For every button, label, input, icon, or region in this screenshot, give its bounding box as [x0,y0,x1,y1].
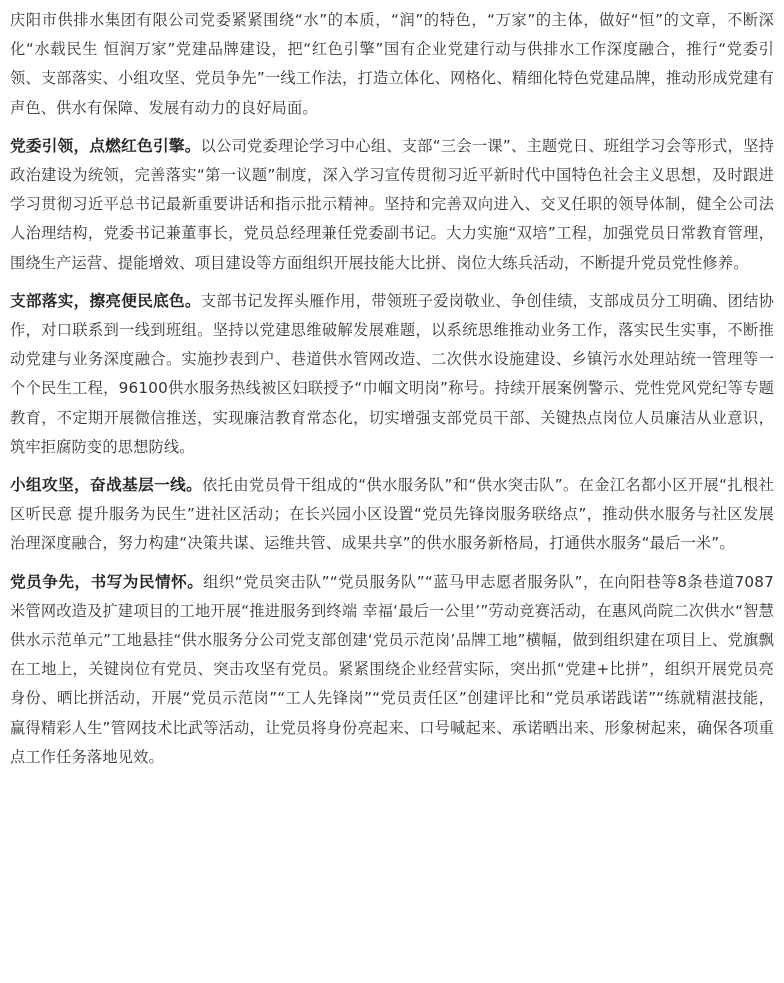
section-party-committee [10,131,774,278]
section-body: 组织“党员突击队”“党员服务队”“蓝马甲志愿者服务队”，在向阳巷等8条巷道7087米管网改造及扩建项目的工地开展“推进服务到终端 幸福‘最后一公里’”劳动竞赛活动，在惠风尚院二次供水“智慧供水示范单元”工地悬挂“供水服务分公司党支部创建‘党员示范岗’品牌工地”横幅，做到组织建在项目上、党旗飘在工地上，关键岗位有党员、突击攻坚有党员。紧紧围绕企业经营实际，突出抓“党建+比拼”，组织开展党员亮身份、晒比拼活动，开展“党员示范岗”“工人先锋岗”“党员责任区”创建评比和“党员承诺践诺”“练就精湛技能，赢得精彩人生”管网技术比武等活动，让党员将身份亮起来、口号喊起来、承诺晒出来、形象树起来，确保各项重点工作任务落地见效。 [10,572,774,766]
section-lead: 小组攻坚，奋战基层一线。 [10,475,203,495]
intro-paragraph: 庆阳市供排水集团有限公司党委紧紧围绕“水”的本质，“润”的特色，“万家”的主体，做好“恒”的文章，不断深化“水载民生 恒润万家”党建品牌建设，把“红色引擎”国有企业党建行动与供排水工作深度融合，推行“党委引领、支部落实、小组攻坚、党员争先”一线工作法，打造立体化、网格化、精细化特色党建品牌，推动形成党建有声色、供水有保障、发展有动力的良好局面。 [10,11,774,117]
section-body: 依托由党员骨干组成的“供水服务队”和“供水突击队”。在金江名都小区开展“扎根社区听民意 提升服务为民生”进社区活动；在长兴园小区设置“党员先锋岗服务联络点”，推动供水服务与社区发展治理深度融合，努力构建“决策共谋、运维共管、成果共享”的供水服务新格局，打通供水服务“最后一米”。 [10,476,774,553]
section-lead: 党员争先，书写为民情怀。 [10,571,204,591]
section-body: 支部书记发挥头雁作用，带领班子爱岗敬业、争创佳绩，支部成员分工明确、团结协作，对口联系到一线到班组。坚持以党建思维破解发展难题，以系统思维推动业务工作，落实民生实事，不断推动党建与业务深度融合。实施抄表到户、巷道供水管网改造、二次供水设施建设、乡镇污水处理站统一管理等一个个民生工程，96100供水服务热线被区妇联授予“巾帼文明岗”称号。持续开展案例警示、党性党风党纪等专题教育，不定期开展微信推送，实现廉洁教育常态化，切实增强支部党员干部、关键热点岗位人员廉洁从业意识，筑牢拒腐防变的思想防线。 [10,291,774,456]
section-branch [10,286,774,462]
section-body: 以公司党委理论学习中心组、支部“三会一课”、主题党日、班组学习会等形式，坚持政治建设为统领，完善落实“第一议题”制度，深入学习宣传贯彻习近平新时代中国特色社会主义思想，及时跟进学习贯彻习近平总书记最新重要讲话和指示批示精神。坚持和完善双向进入、交叉任职的领导体制，健全公司法人治理结构，党委书记兼董事长，党员总经理兼任党委副书记。大力实施“双培”工程，加强党员日常教育管理，围绕生产运营、提能增效、项目建设等方面组织开展技能大比拼、岗位大练兵活动，不断提升党员党性修养。 [10,136,774,272]
section-members [10,567,774,772]
section-lead: 党委引领，点燃红色引擎。 [10,135,201,155]
section-team [10,470,774,559]
section-lead: 支部落实，擦亮便民底色。 [10,290,201,310]
